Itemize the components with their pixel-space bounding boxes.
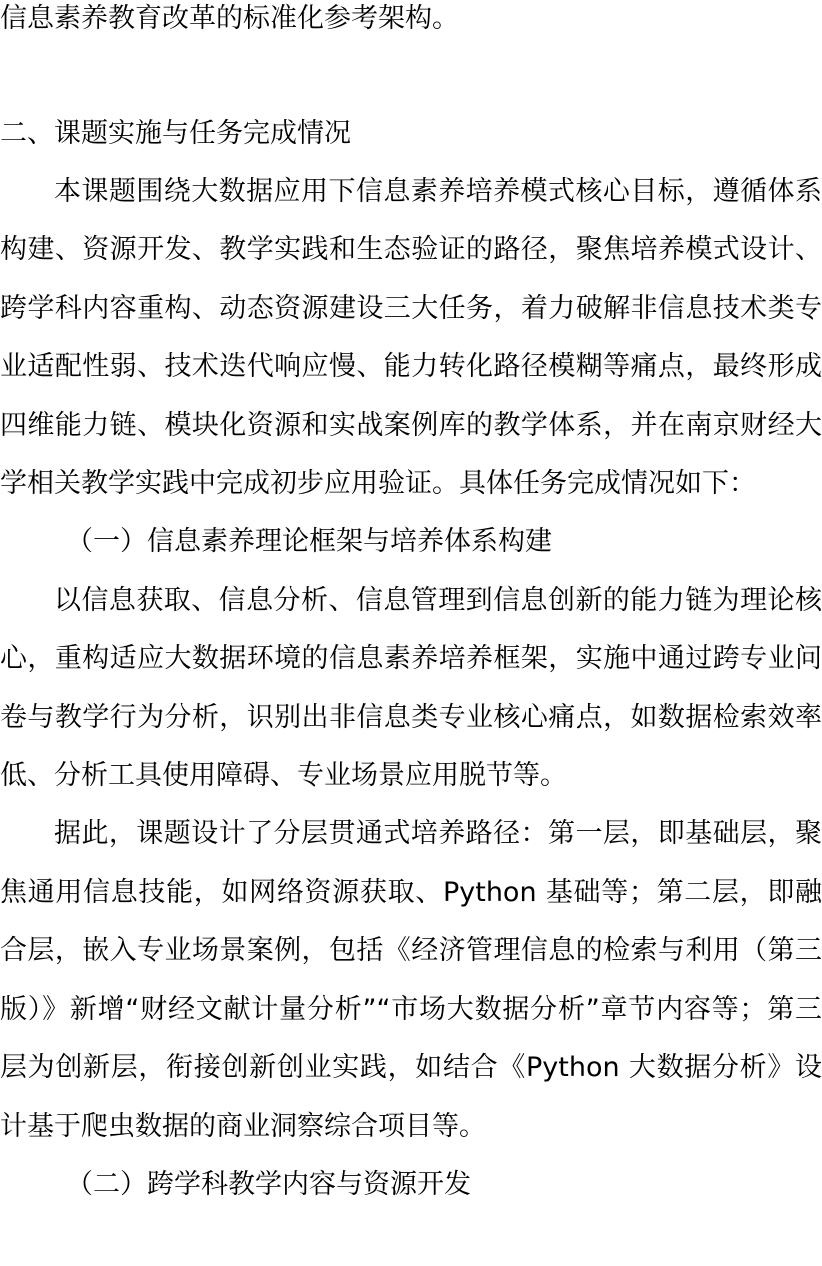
paragraph-framework: 以信息获取、信息分析、信息管理到信息创新的能力链为理论核心，重构适应大数据环境的信息素养培养框架，实施中通过跨专业问卷与教学行为分析，识别出非信息类专业核心痛点，如数据检索效率低、分析工具使用障碍、专业场景应用脱节等。 bbox=[0, 584, 822, 792]
continued-text-line: 信息素养教育改革的标准化参考架构。 bbox=[0, 3, 459, 34]
subheading-content-development: （二）跨学科教学内容与资源开发 bbox=[66, 1168, 471, 1200]
paragraph-overview: 本课题围绕大数据应用下信息素养培养模式核心目标，遵循体系构建、资源开发、教学实践和生态验证的路径，聚焦培养模式设计、跨学科内容重构、动态资源建设三大任务，着力破解非信息技术类专业适配性弱、技术迭代响应慢、能力转化路径模糊等痛点，最终形成四维能力链、模块化资源和实战案例库的教学体系，并在南京财经大学相关教学实践中完成初步应用验证。具体任务完成情况如下： bbox=[0, 176, 822, 500]
subheading-framework: （一）信息素养理论框架与培养体系构建 bbox=[66, 526, 552, 558]
body-text bbox=[0, 163, 822, 1214]
paragraph-tiered-path: 据此，课题设计了分层贯通式培养路径：第一层，即基础层，聚焦通用信息技能，如网络资源获取、Python 基础等；第二层，即融合层，嵌入专业场景案例，包括《经济管理信息的检索与利用（第三版）》新增“财经文献计量分析”“市场大数据分析”章节内容等；第三层为创新层，衔接创新创业实践，如结合《Python 大数据分析》设计基于爬虫数据的商业洞察综合项目等。 bbox=[0, 818, 822, 1142]
section-heading: 二、课题实施与任务完成情况 bbox=[0, 118, 351, 149]
